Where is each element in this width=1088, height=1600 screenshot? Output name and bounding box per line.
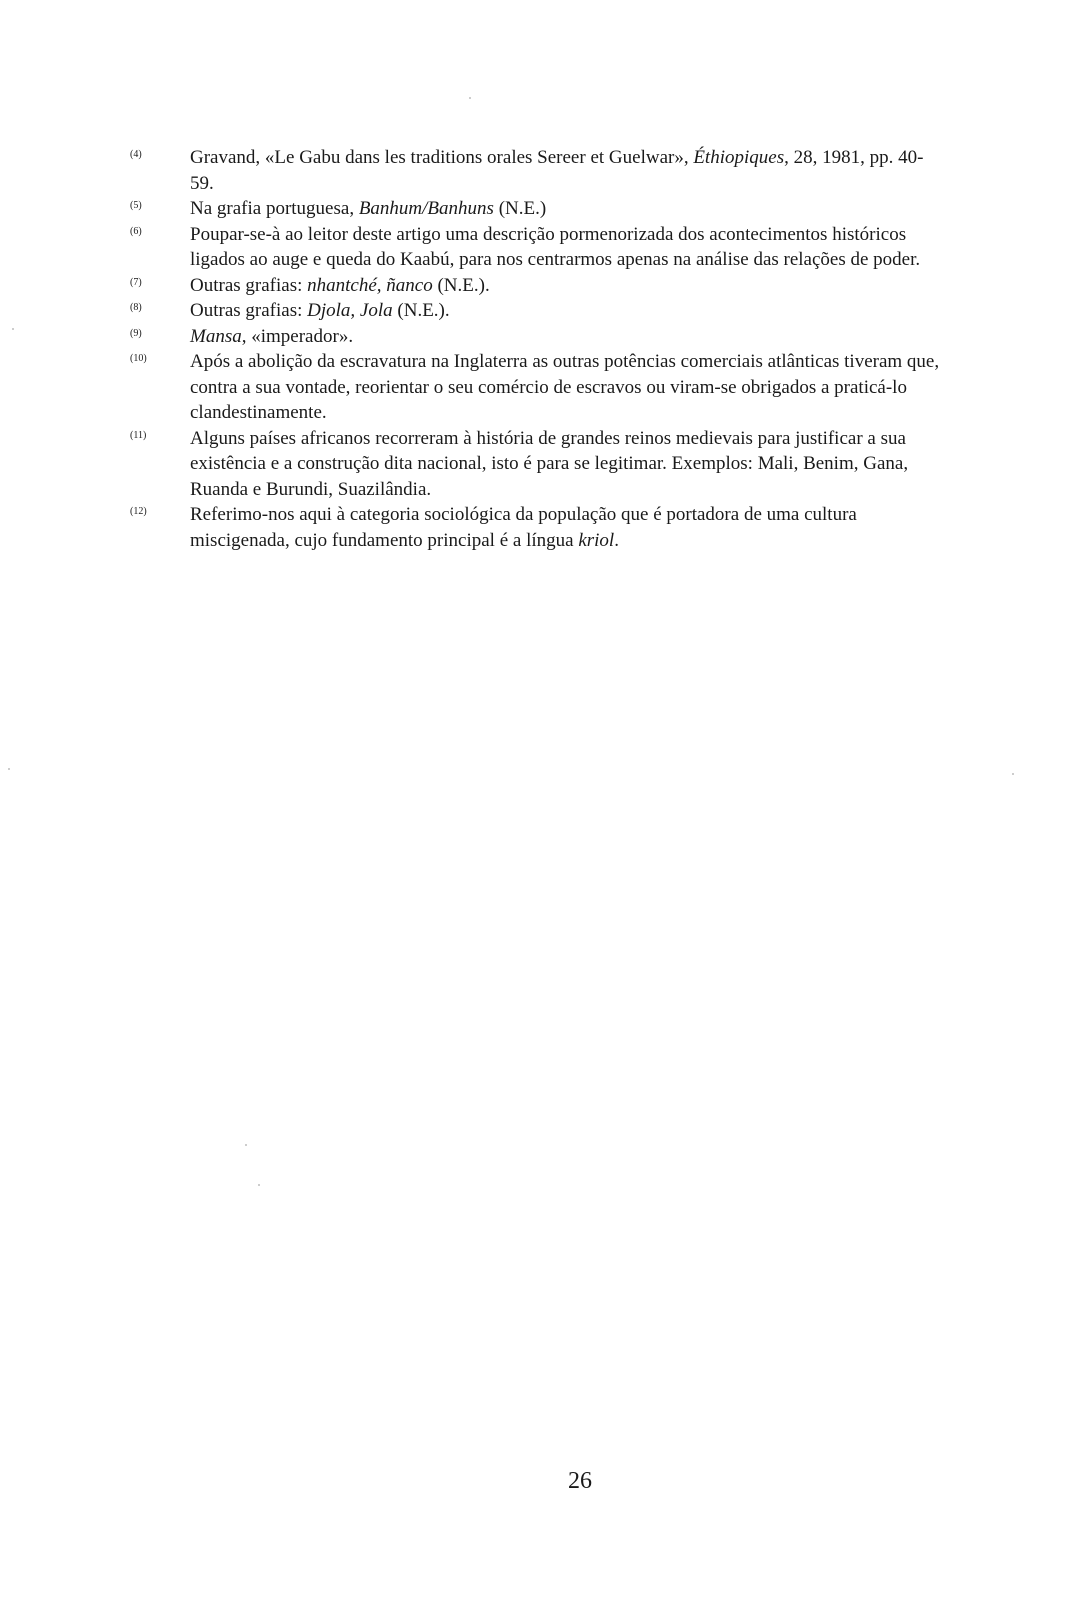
footnote-text (190, 196, 945, 222)
footnote-text-run: Outras grafias: (190, 274, 308, 296)
footnote-text (190, 298, 945, 324)
footnote (130, 273, 945, 299)
footnote-text (190, 145, 945, 196)
footnotes-list (130, 145, 945, 553)
footnote-text-italic: Éthiopiques (693, 147, 785, 168)
footnote-text (190, 222, 945, 273)
scan-speck (469, 97, 471, 99)
footnote (130, 426, 945, 503)
footnote-number: (6) (130, 225, 142, 237)
footnote-number: (9) (130, 327, 142, 339)
footnote-text (190, 273, 945, 299)
footnote-text-run: Após a abolição da escravatura na Inglaterra as outras potências comerciais atlânticas tiveram que, contra a sua vontade, reorientar o seu comércio de escravos ou viram-se obrigados a praticá-lo clandestinamente. (190, 351, 940, 423)
scan-speck (12, 328, 14, 330)
footnote-text-italic: Banhum/Banhuns (358, 198, 494, 219)
footnote-number: (12) (130, 506, 147, 517)
footnote-text-run: Poupar-se-à ao leitor deste artigo uma descrição pormenorizada dos acontecimentos históricos ligados ao auge e queda do Kaabú, para nos centrarmos apenas na análise das relações de poder. (190, 223, 921, 270)
footnote (130, 349, 945, 426)
footnote-number: (11) (130, 429, 147, 441)
scan-speck (245, 1144, 247, 1146)
footnote-text-run: (N.E.). (432, 274, 490, 296)
footnote-text (190, 426, 945, 503)
footnote (130, 222, 945, 273)
footnote-text-run: Referimo-nos aqui à categoria sociológica da população que é portadora de uma cultura miscigenada, cujo fundamento principal é a língua (190, 504, 857, 551)
footnote-text-run: (N.E.) (493, 198, 547, 219)
footnote-text-italic: Mansa (190, 325, 242, 347)
page-number: 26 (568, 1468, 592, 1494)
footnote-text-run: Outras grafias: (190, 300, 308, 321)
scan-speck (8, 768, 10, 770)
footnote-text (190, 502, 945, 553)
scan-speck (1012, 773, 1014, 775)
footnote-text-run: , 28, 1981, pp. 40-59. (190, 147, 924, 194)
footnote-text-run: (N.E.). (392, 300, 450, 321)
footnote-text-run: Na grafia portuguesa, (190, 198, 359, 219)
footnote-number: (10) (130, 353, 147, 364)
footnote-text (190, 349, 945, 426)
footnote-text-run: Gravand, «Le Gabu dans les traditions orales Sereer et Guelwar», (190, 147, 694, 168)
footnote (130, 196, 945, 222)
footnote-text-run: Alguns países africanos recorreram à história de grandes reinos medievais para justificar a sua existência e a construção dita nacional, isto é para se legitimar. Exemplos: Mali, Benim, Gana, Ruanda e Burundi, Suazilândia. (190, 427, 909, 500)
scan-speck (258, 1184, 260, 1186)
footnote-text-italic: kriol (578, 529, 615, 551)
footnote-text-italic: Djola, Jola (307, 300, 393, 321)
footnote-text (190, 324, 945, 350)
footnote (130, 145, 945, 196)
footnote (130, 324, 945, 350)
footnote-number: (7) (130, 276, 142, 288)
footnote-text-run: , «imperador». (241, 325, 354, 347)
footnote-text-run: . (614, 529, 619, 551)
footnote-number: (5) (130, 200, 142, 211)
footnote-number: (4) (130, 149, 142, 160)
footnote (130, 502, 945, 553)
footnote-text-italic: nhantché, ñanco (307, 274, 433, 296)
footnote (130, 298, 945, 324)
footnote-number: (8) (130, 302, 142, 313)
